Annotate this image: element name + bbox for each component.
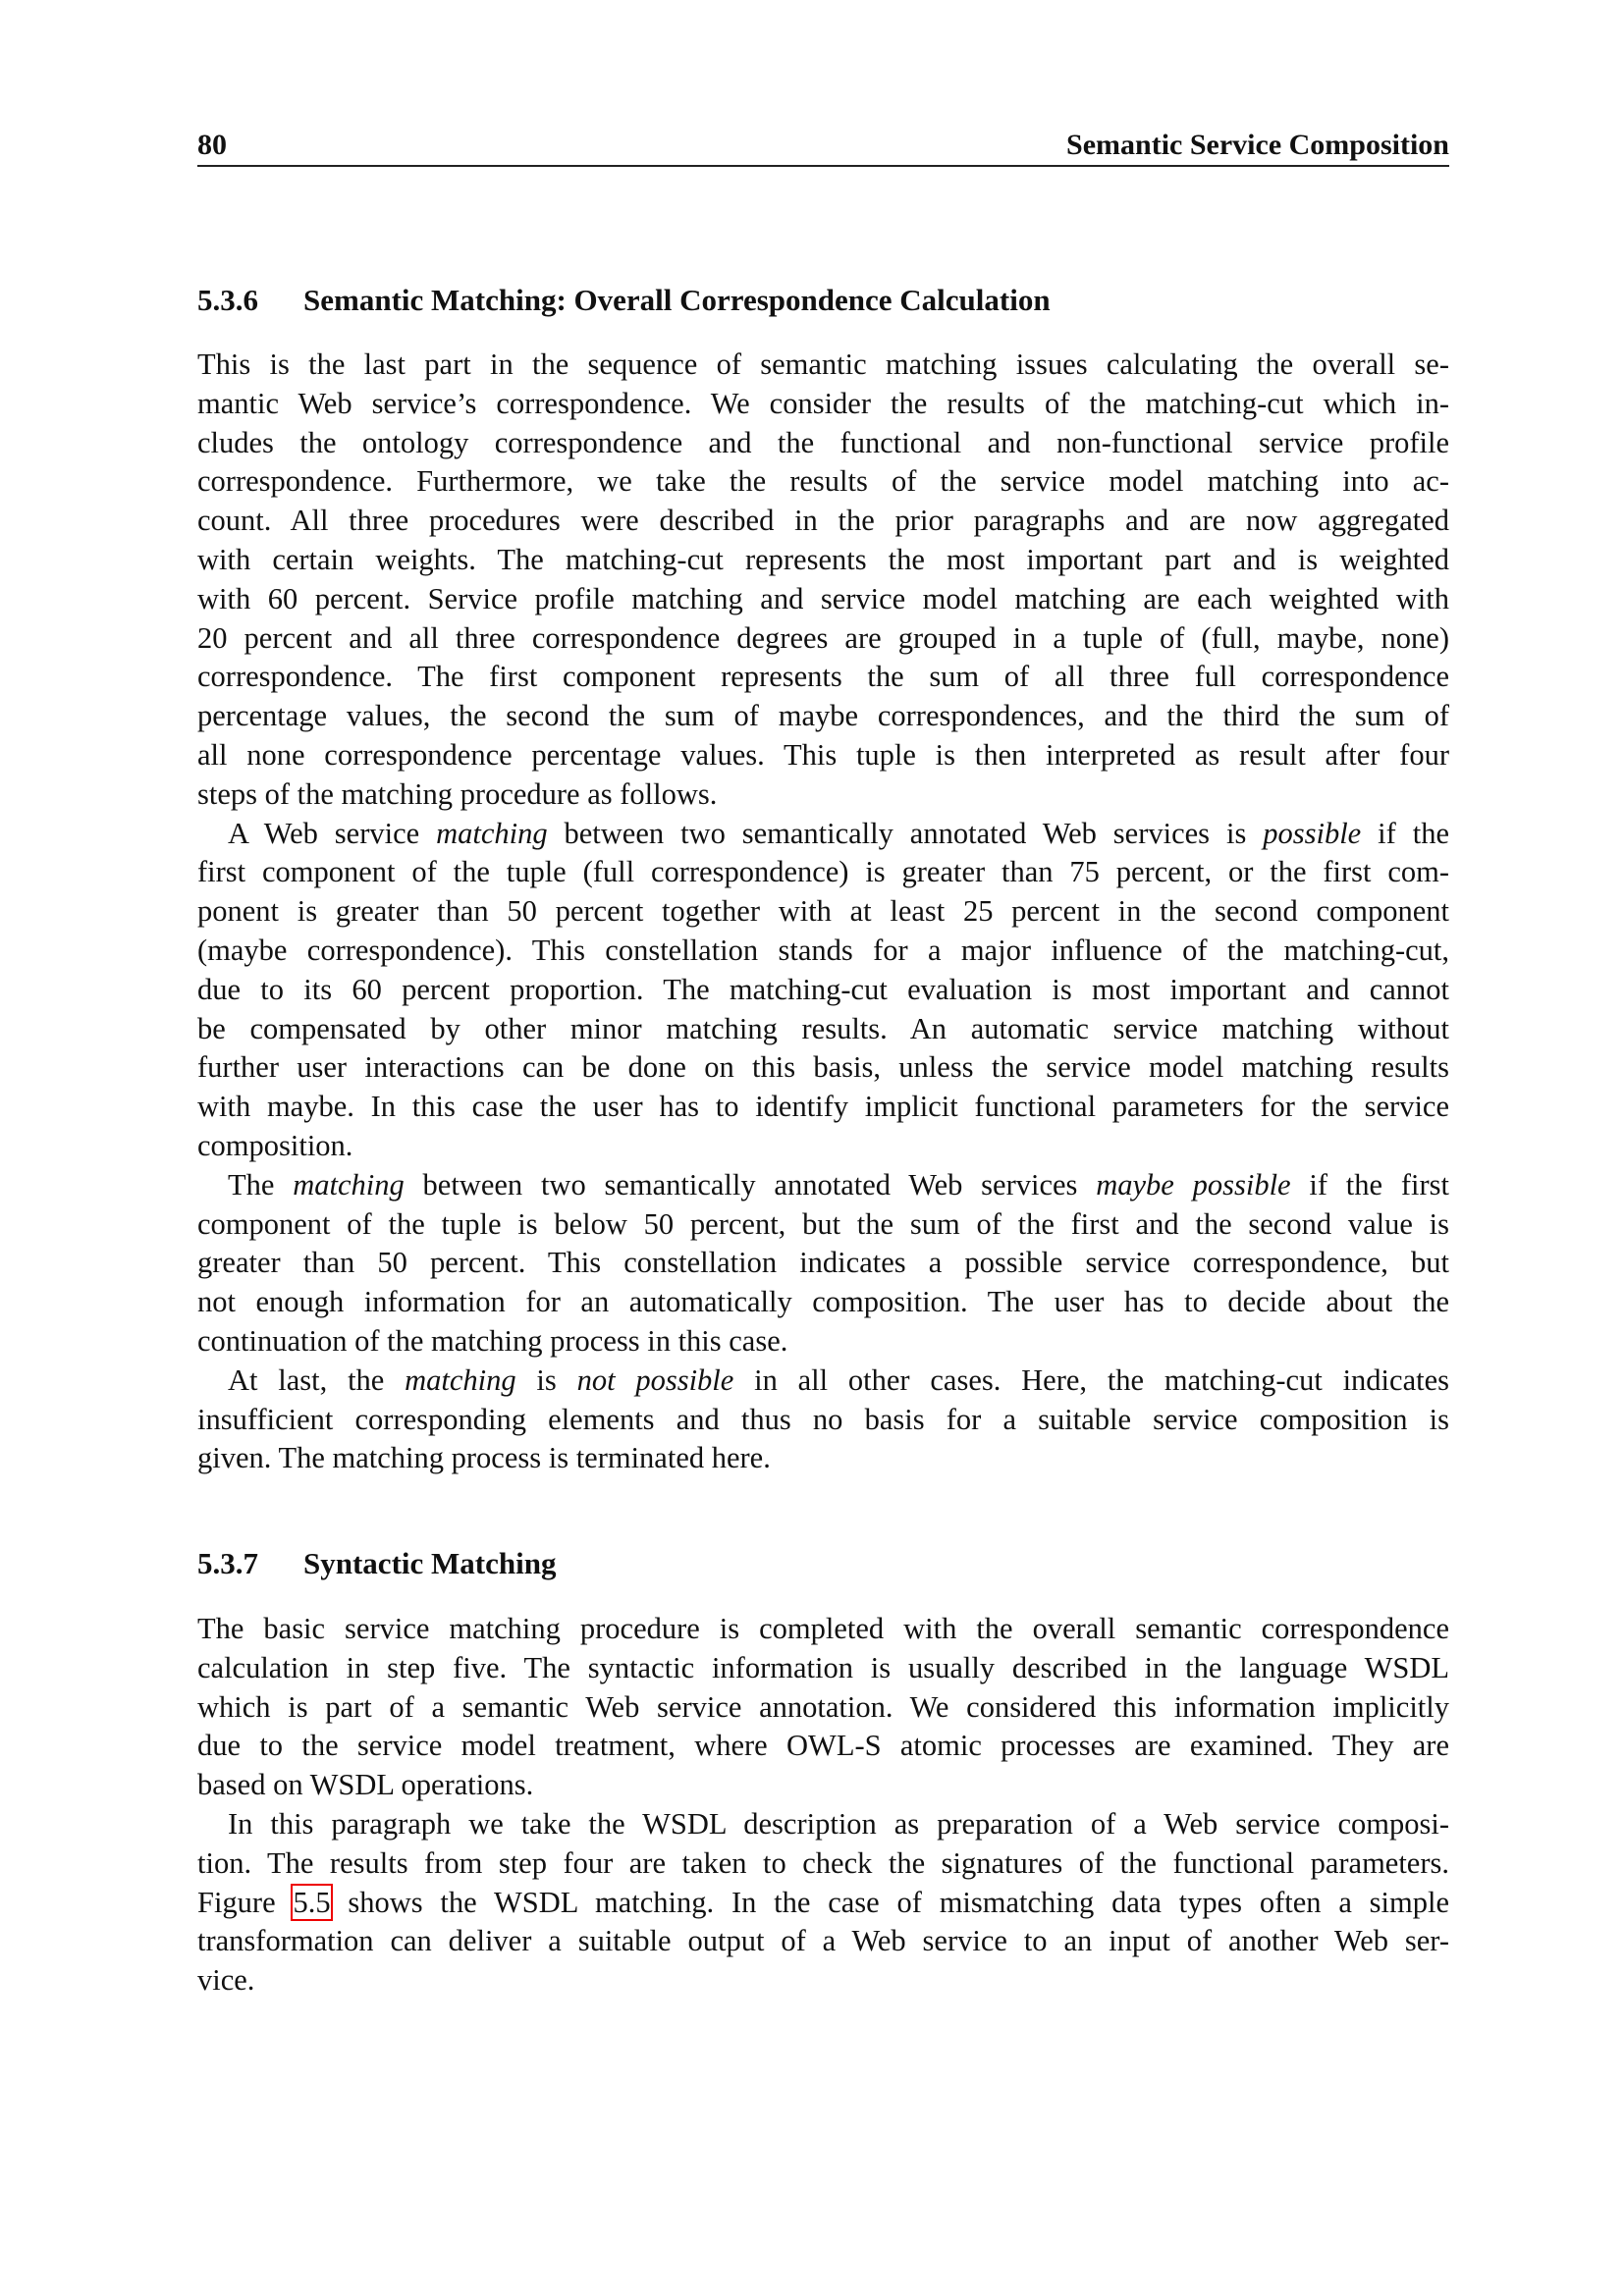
text-line [197, 1048, 1449, 1088]
emphasis: possible [1263, 816, 1362, 850]
section-title: Syntactic Matching [303, 1546, 557, 1580]
text-run: correspondence. The first component represents the sum of all three full correspondence [197, 660, 1449, 694]
paragraph [197, 1166, 1449, 1362]
text-run: with maybe. In this case the user has to identify implicit functional parameters for the service [197, 1090, 1449, 1124]
text-run: due to its 60 percent proportion. The matching-cut evaluation is most important and cannot [197, 972, 1449, 1006]
text-line [197, 424, 1449, 463]
text-run: shows the WSDL matching. In the case of mismatching data types often a simple [330, 1885, 1449, 1919]
text-run: 20 percent and all three correspondence degrees are grouped in a tuple of (full, maybe, none) [197, 620, 1449, 655]
text-line [197, 1283, 1449, 1322]
text-line [197, 892, 1449, 932]
text-line [197, 1439, 1449, 1478]
running-title: Semantic Service Composition [1066, 129, 1449, 161]
text-run: all none correspondence percentage values. This tuple is then interpreted as result after four [197, 737, 1449, 772]
section-heading-5-3-7 [197, 1544, 556, 1583]
paragraph [197, 1610, 1449, 1805]
text-run: given. The matching process is terminated here. [197, 1441, 771, 1475]
text-line [197, 1362, 1449, 1401]
text-run: first component of the tuple (full correspondence) is greater than 75 percent, or the first com- [197, 855, 1449, 889]
text-run: The basic service matching procedure is completed with the overall semantic correspondence [197, 1612, 1449, 1645]
text-run: which is part of a semantic Web service annotation. We considered this information implicitly [197, 1689, 1449, 1724]
text-run: further user interactions can be done on this basis, unless the service model matching results [197, 1050, 1449, 1085]
text-line [197, 1727, 1449, 1766]
text-run: component of the tuple is below 50 percent, but the sum of the first and the second value is [197, 1206, 1449, 1241]
text-run: percentage values, the second the sum of maybe correspondences, and the third the sum of [197, 699, 1449, 733]
section-number: 5.3.6 [197, 283, 258, 317]
text-run: due to the service model treatment, where OWL-S atomic processes are examined. They are [197, 1729, 1449, 1763]
section-title: Semantic Matching: Overall Correspondence Calculation [303, 283, 1051, 317]
page-number: 80 [197, 129, 227, 161]
text-line [197, 971, 1449, 1010]
text-line [197, 932, 1449, 971]
text-line [197, 462, 1449, 502]
text-run: count. All three procedures were described in the prior paragraphs and are now aggregated [197, 504, 1449, 538]
text-line [197, 853, 1449, 892]
text-line [197, 1401, 1449, 1440]
text-run: in all other cases. Here, the matching-cut indicates [733, 1362, 1449, 1397]
text-run: greater than 50 percent. This constellation indicates a possible service correspondence, but [197, 1246, 1449, 1280]
text-line [197, 385, 1449, 424]
text-run: cludes the ontology correspondence and the functional and non-functional service profile [197, 425, 1449, 459]
text-run: calculation in step five. The syntactic information is usually described in the language WSDL [197, 1650, 1449, 1684]
text-line [197, 619, 1449, 659]
text-run: In this paragraph we take the WSDL description as preparation of a Web service composi- [228, 1806, 1449, 1841]
paragraph [197, 1805, 1449, 2001]
page-header [197, 126, 1449, 167]
text-run: correspondence. Furthermore, we take the results of the service model matching into ac- [197, 464, 1449, 499]
emphasis: matching [293, 1167, 405, 1201]
text-run: vice. [197, 1963, 255, 1998]
text-run: if the [1361, 816, 1449, 850]
text-run: between two semantically annotated Web services is [547, 816, 1264, 850]
text-run: if the first [1290, 1167, 1449, 1201]
text-line [197, 1688, 1449, 1728]
section-body-5-3-7 [197, 1610, 1449, 2001]
text-run: This is the last part in the sequence of semantic matching issues calculating the overall se- [197, 347, 1449, 381]
section-heading-5-3-6 [197, 281, 1051, 320]
text-line [197, 580, 1449, 619]
text-line [197, 1805, 1449, 1844]
text-line [197, 1922, 1449, 1961]
text-line [197, 541, 1449, 580]
text-line [197, 346, 1449, 385]
text-line [197, 1649, 1449, 1688]
text-line [197, 736, 1449, 775]
text-run: The [228, 1167, 294, 1201]
emphasis: not possible [576, 1362, 734, 1397]
text-line [197, 1166, 1449, 1205]
text-line [197, 815, 1449, 854]
text-line [197, 1205, 1449, 1245]
text-run: A Web service [228, 816, 437, 850]
text-line [197, 1010, 1449, 1049]
text-line [197, 1844, 1449, 1884]
text-run: steps of the matching procedure as follows. [197, 776, 718, 811]
text-run: with 60 percent. Service profile matching and service model matching are each weighted with [197, 581, 1449, 615]
text-line [197, 1127, 1449, 1166]
text-run: not enough information for an automatically composition. The user has to decide about the [197, 1285, 1449, 1319]
text-line [197, 1766, 1449, 1805]
emphasis: maybe possible [1096, 1167, 1291, 1201]
text-run: mantic Web service’s correspondence. We consider the results of the matching-cut which in- [197, 386, 1449, 420]
section-body-5-3-6 [197, 346, 1449, 1478]
emphasis: matching [436, 816, 548, 850]
figure-reference-link[interactable]: 5.5 [293, 1885, 331, 1919]
text-line [197, 1961, 1449, 2001]
text-run: (maybe correspondence). This constellation stands for a major influence of the matching-cut, [197, 933, 1449, 967]
text-line [197, 697, 1449, 736]
text-run: is [515, 1362, 577, 1397]
text-run: continuation of the matching process in this case. [197, 1323, 788, 1358]
text-run: be compensated by other minor matching results. An automatic service matching without [197, 1011, 1449, 1045]
text-run: transformation can deliver a suitable output of a Web service to an input of another Web ser- [197, 1924, 1449, 1958]
text-line [197, 1610, 1449, 1649]
text-line [197, 658, 1449, 697]
paragraph [197, 346, 1449, 815]
text-run: Figure [197, 1885, 294, 1919]
text-line [197, 1088, 1449, 1127]
text-run: ponent is greater than 50 percent together with at least 25 percent in the second component [197, 894, 1449, 929]
text-line [197, 1244, 1449, 1283]
emphasis: matching [405, 1362, 516, 1397]
text-run: between two semantically annotated Web services [404, 1167, 1097, 1201]
text-line [197, 502, 1449, 541]
text-line [197, 1322, 1449, 1362]
text-run: based on WSDL operations. [197, 1768, 534, 1802]
text-line [197, 775, 1449, 815]
text-run: insufficient corresponding elements and thus no basis for a suitable service composition is [197, 1402, 1449, 1436]
paragraph [197, 815, 1449, 1166]
text-run: with certain weights. The matching-cut represents the most important part and is weighted [197, 542, 1449, 576]
text-run: At last, the [228, 1362, 406, 1397]
text-run: composition. [197, 1128, 353, 1162]
paragraph [197, 1362, 1449, 1478]
text-line [197, 1884, 1449, 1923]
text-run: tion. The results from step four are taken to check the signatures of the functional parameters. [197, 1845, 1449, 1880]
section-number: 5.3.7 [197, 1546, 258, 1580]
